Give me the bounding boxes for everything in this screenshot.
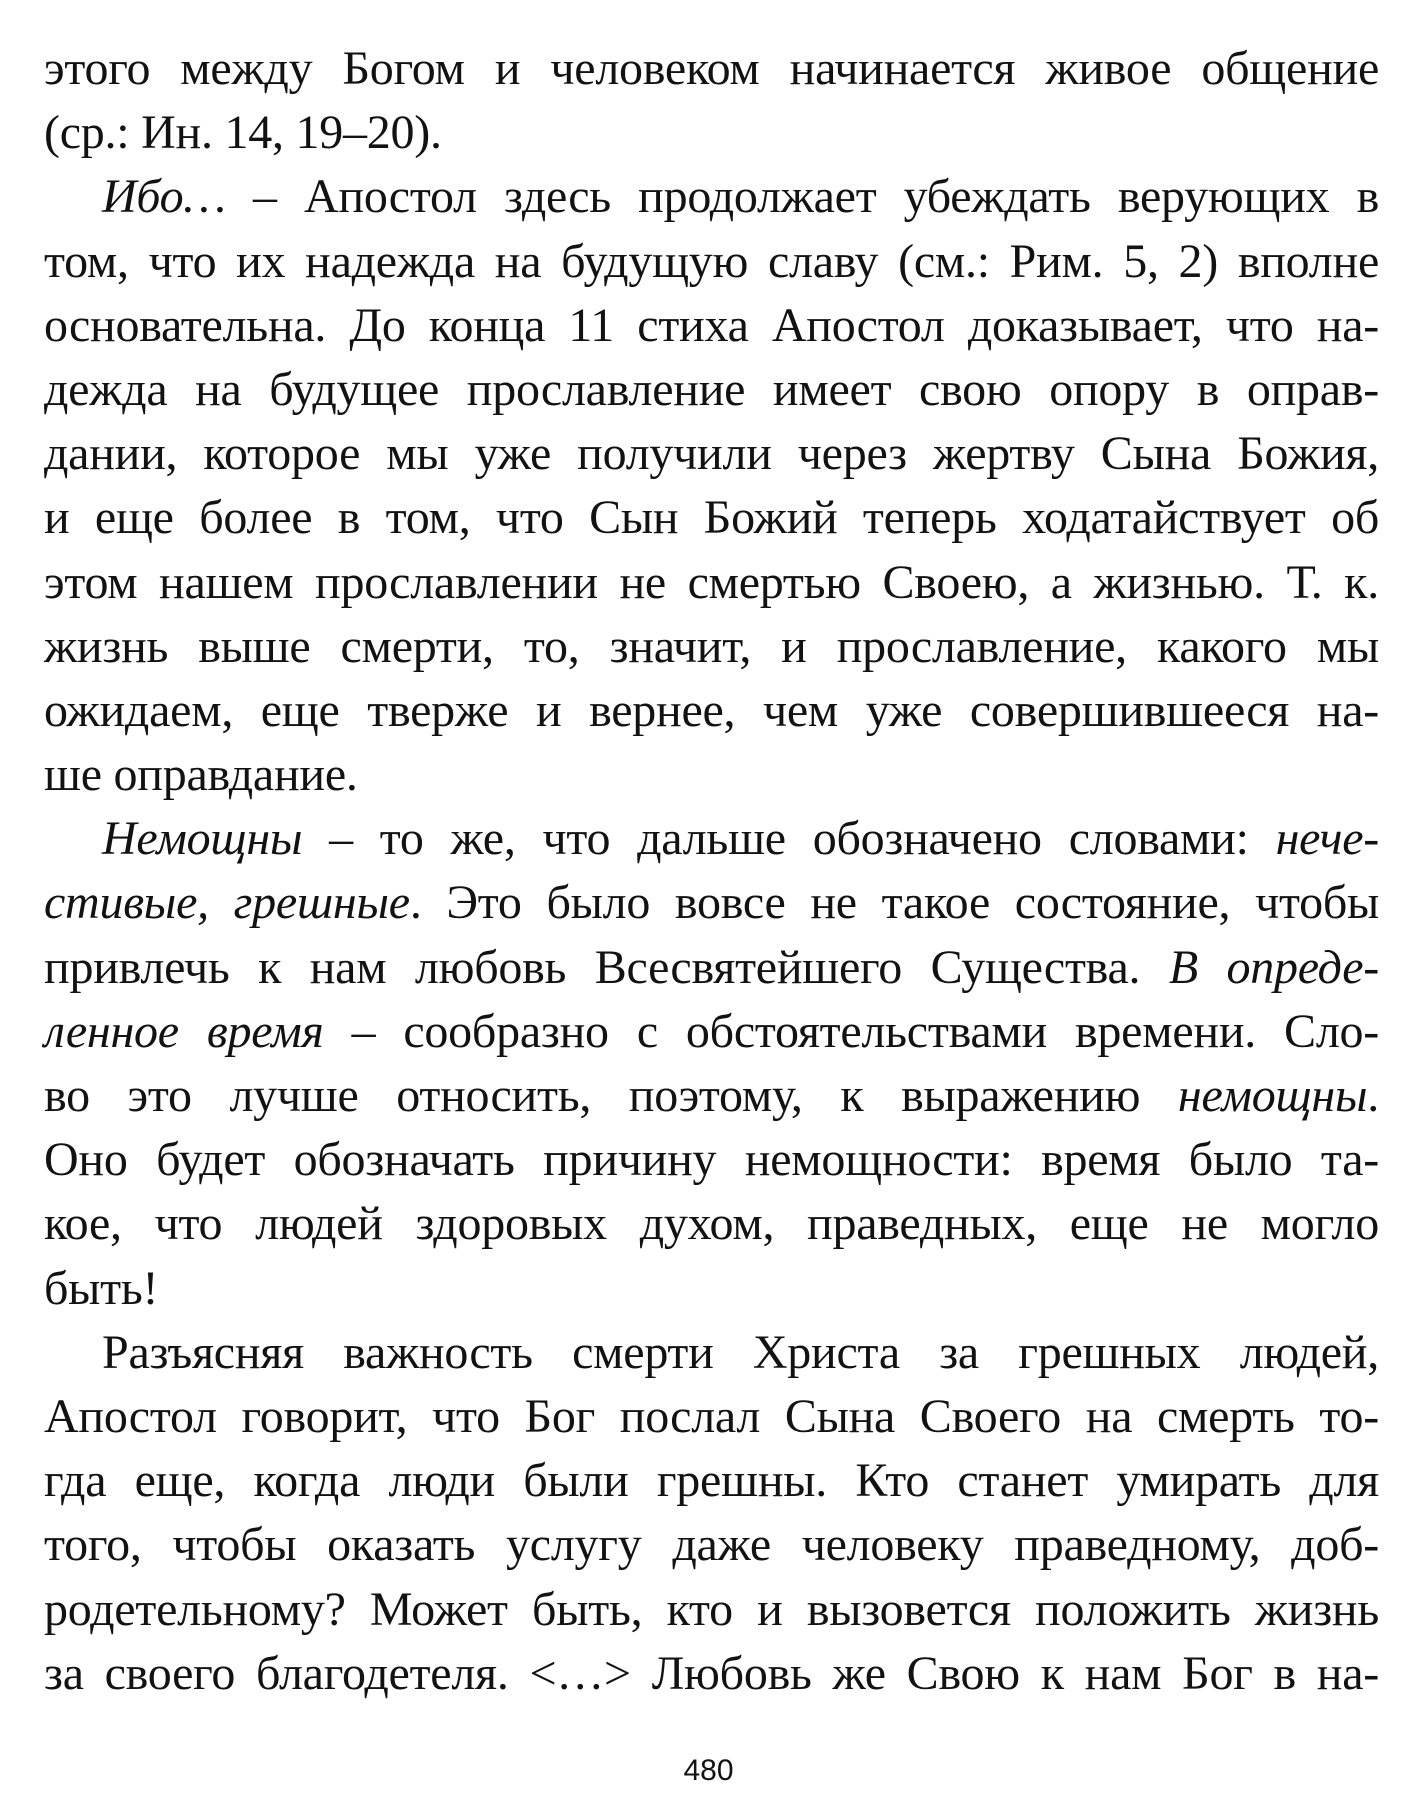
text-line: жизнь выше смерти, то, значит, и прославление, какого мы — [44, 619, 1379, 673]
emphasis-text: стивые, грешные — [44, 876, 410, 930]
text-line — [44, 936, 1379, 1000]
text-segment: привлечь к нам любовь Всесвятейшего Существа. — [44, 940, 1169, 994]
emphasis-text: ленное время — [44, 1004, 324, 1058]
text-line: этом нашем прославлении не смертью Своею, а жизнью. Т. к. — [44, 555, 1379, 609]
emphasis-text: Ибо… — [102, 170, 226, 224]
paragraph — [44, 37, 1379, 165]
text-line: этого между Богом и человеком начинается живое общение — [44, 42, 1379, 95]
page-number: 480 — [683, 1754, 734, 1787]
emphasis-text: В опреде- — [1168, 940, 1379, 994]
text-line: том, что их надежда на будущую славу (см.: Рим. 5, 2) вполне — [44, 234, 1379, 288]
text-line — [44, 1000, 1379, 1064]
text-line: (ср.: Ин. 14, 19–20). — [44, 106, 442, 160]
text-line: ожидаем, еще тверже и вернее, чем уже совершившееся на- — [44, 683, 1379, 737]
text-line: ше оправдание. — [44, 748, 358, 802]
text-line: гда еще, когда люди были грешны. Кто станет умирать для — [44, 1454, 1379, 1508]
text-line: дежда на будущее прославление имеет свою опору в оправ- — [44, 362, 1379, 416]
text-line — [44, 871, 1379, 935]
text-line — [44, 165, 1379, 229]
text-line: родетельному? Может быть, кто и вызовется положить жизнь — [44, 1582, 1379, 1636]
text-segment: – Апостол здесь продолжает убеждать верующих в — [225, 170, 1379, 224]
text-line — [44, 1064, 1379, 1128]
text-segment: . Это было вовсе не такое состояние, чтобы — [409, 876, 1379, 930]
text-line: за своего благодетеля. <…> Любовь же Свою к нам Бог в на- — [44, 1646, 1379, 1700]
text-line: дании, которое мы уже получили через жертву Сына Божия, — [44, 427, 1379, 481]
text-line: Разъясняя важность смерти Христа за грешных людей, — [102, 1325, 1379, 1379]
text-segment: во это лучше относить, поэтому, к выражению — [44, 1069, 1178, 1122]
emphasis-text: Немощны — [102, 812, 303, 866]
text-line: Апостол говорит, что Бог послал Сына Своего на смерть то- — [44, 1389, 1379, 1443]
text-line: основательна. До конца 11 стиха Апостол доказывает, что на- — [44, 298, 1379, 352]
text-line: быть! — [44, 1261, 159, 1315]
text-line — [44, 807, 1379, 871]
paragraph — [44, 807, 1379, 1321]
text-line: кое, что людей здоровых духом, праведных, еще не могло — [44, 1197, 1379, 1251]
text-segment: – то же, что дальше обозначено словами: — [302, 812, 1276, 866]
body-text — [44, 37, 1379, 1706]
text-line: Оно будет обозначать причину немощности: время было та- — [44, 1133, 1379, 1187]
emphasis-text: нече- — [1275, 812, 1379, 866]
paragraph — [44, 165, 1379, 807]
emphasis-text: немощны — [1177, 1069, 1368, 1122]
paragraph — [44, 1321, 1379, 1706]
text-line: и еще более в том, что Сын Божий теперь ходатайствует об — [44, 491, 1379, 545]
text-segment: . — [1367, 1069, 1379, 1122]
text-segment: – сообразно с обстоятельствами времени. Сло- — [323, 1004, 1380, 1058]
text-line: того, чтобы оказать услугу даже человеку праведному, доб- — [44, 1518, 1379, 1572]
